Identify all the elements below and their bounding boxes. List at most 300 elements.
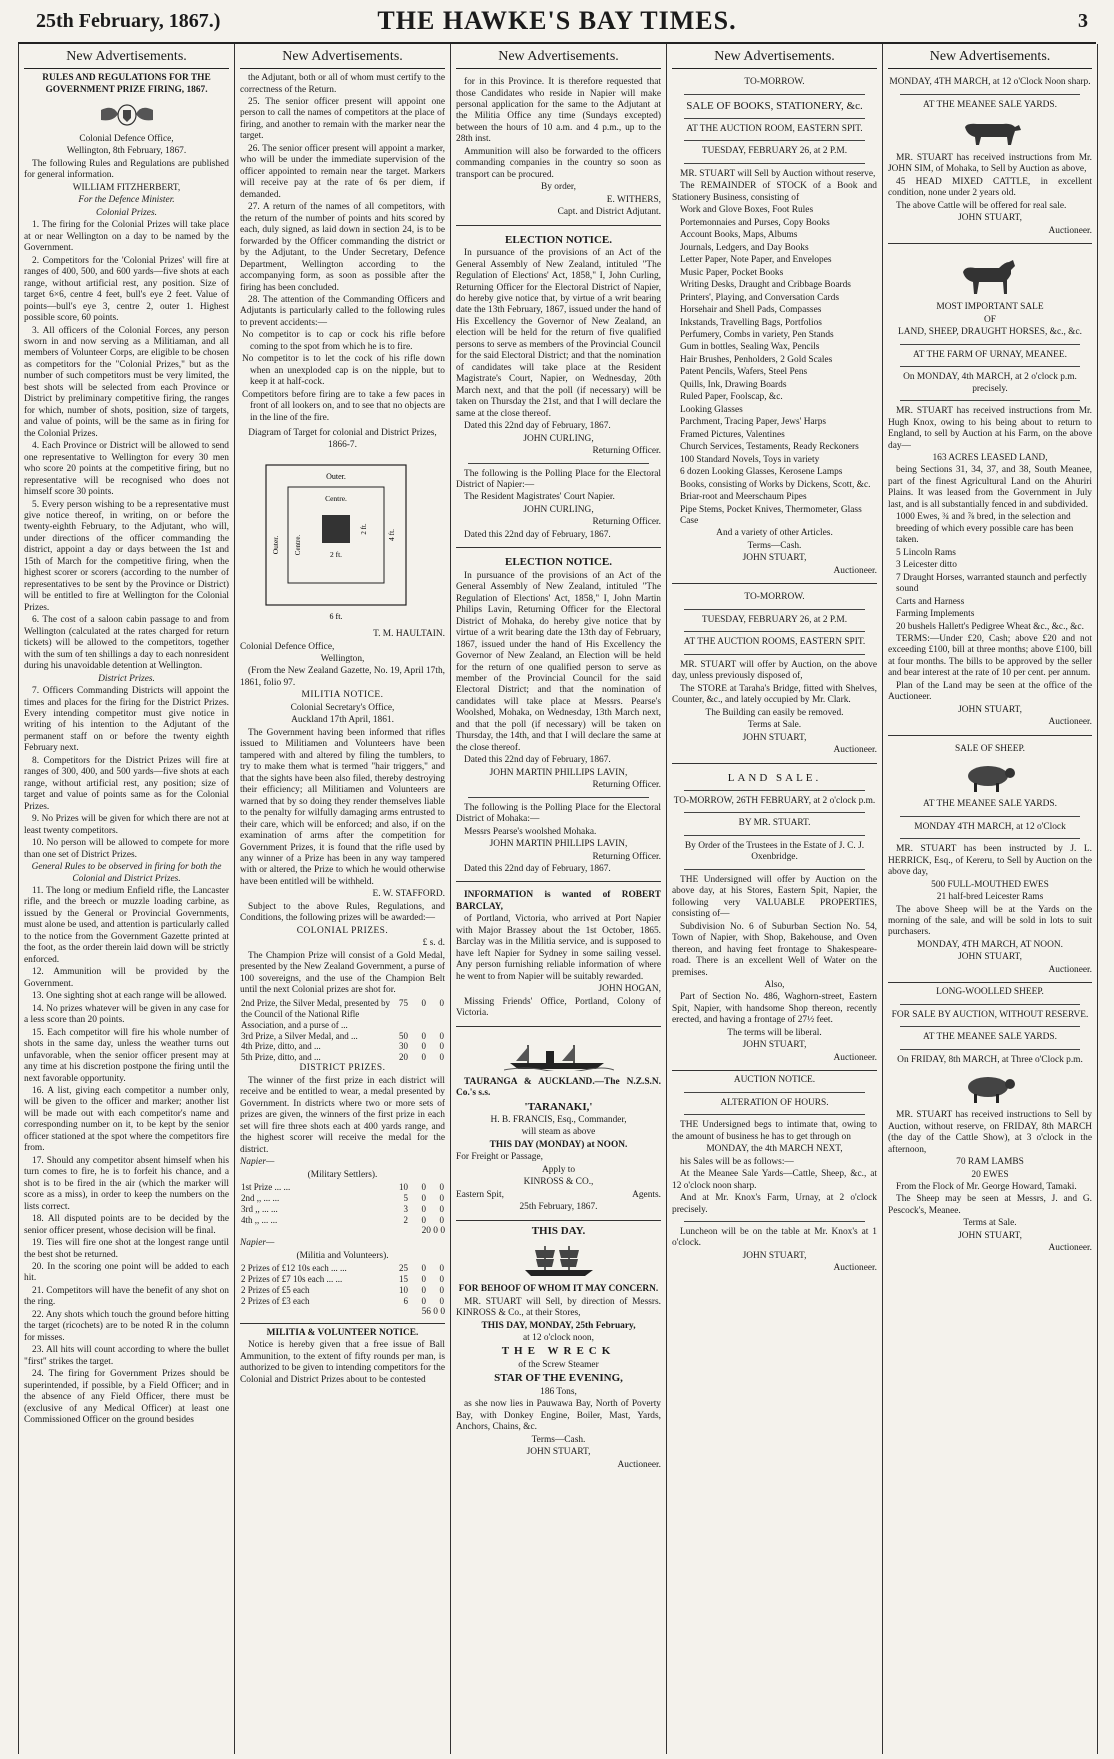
lot-heading: 500 FULL-MOUTHED EWES — [931, 879, 1049, 890]
rule-paragraph: the Adjutant, both or all of whom must certify to the correctness of the Return. — [240, 73, 445, 95]
agent-location — [456, 1190, 661, 1201]
notice-body: Subdivision No. 6 of Suburban Section No. 54, Town of Napier, with Shop, Bakehouse, and Oven thereon, and having feet frontage to Shakespeare-road. There is an excellent Well of Water on the premises. — [672, 921, 877, 978]
divider — [684, 1114, 865, 1115]
militia-prize-table — [240, 1263, 445, 1307]
prize-pence: 0 — [439, 1215, 444, 1226]
notice-body: The above Cattle will be offered for real sale. — [896, 200, 1067, 211]
auction-notice — [672, 1075, 877, 1275]
intro-text: The following Rules and Regulations are published for general information. — [24, 158, 229, 181]
prize-shillings: 0 — [421, 1285, 426, 1296]
divider — [684, 163, 865, 164]
district-group: (Militia and Volunteers). — [296, 1250, 389, 1261]
rule-paragraph: 16. A list, giving each competitor a number only, will be given to the officer and marker; another list will be made out with each competitor's name and corresponding number on it, to be kept by the senior officer stationed at the spot where the competitors fire from. — [24, 1085, 229, 1154]
section-heading: General Rules to be observed in firing for both the Colonial and District Prizes. — [31, 862, 222, 884]
notice-date: Dated this 22nd day of February, 1867. — [464, 529, 611, 540]
divider — [900, 816, 1080, 817]
signer-name: E. WITHERS, — [606, 194, 661, 205]
militia-volunteer-notice — [240, 1323, 445, 1392]
ammunition-notice — [456, 73, 661, 226]
list-item: Books, consisting of Works by Dickens, Scott, &c. — [680, 479, 871, 490]
rule-paragraph: 6. The cost of a saloon cabin passage to and from Wellington (calculated at the rates charged for return tickets) will be allowed to the competitors, together with the sum of ten shillings a day to each nonresident during his unavoidable detention at Wellington. — [24, 615, 229, 672]
notice-body: Luncheon will be on the table at Mr. Knox's at 1 o'clock. — [672, 1226, 877, 1249]
list-item: Printers', Playing, and Conversation Cards — [680, 292, 839, 303]
notice-body: The Resident Magistrates' Court Napier. — [464, 492, 615, 503]
label-4ft: 4 ft. — [386, 529, 396, 542]
auctioneer-title: Auctioneer. — [617, 1459, 661, 1470]
sale-date: TO-MORROW, 26TH FEBRUARY, at 2 o'clock p.m. — [673, 795, 876, 806]
prize-shillings: 0 — [421, 1263, 426, 1274]
section-heading: District Prizes. — [98, 673, 155, 684]
prize-shillings: 0 — [421, 1193, 426, 1204]
notice-body: MR. STUART has received instructions from Mr. JOHN SIM, of Mohaka, to Sell by Auction as above, — [888, 153, 1092, 175]
office-place: Wellington, — [320, 654, 365, 665]
prize-pence: 0 — [439, 1041, 444, 1052]
steamship-icon — [504, 1041, 614, 1071]
signer-title: For the Defence Minister. — [78, 195, 175, 206]
signer-title: Returning Officer. — [592, 851, 661, 862]
notice-body: TERMS:—Under £20, Cash; above £20 and not exceeding £100, bill at three months; above £100, bill at four months. The bills to be approved by the seller and bear interest at the rate of 10 per cent. per annum. — [888, 634, 1092, 679]
divider — [468, 463, 649, 464]
notice-body: MR. STUART has received instructions from Mr. Hugh Knox, owing to his being about to return to England, to sell by Auction at his Farm, on the above day— — [888, 406, 1092, 451]
auctioneer-name: JOHN STUART, — [742, 553, 807, 564]
notice-date: Dated this 22nd day of February, 1867. — [464, 755, 611, 766]
rule-paragraph: 15. Each competitor will fire his whole number of shots in the same day, unless the weather turns out unfavorable, when the senior officer present may at any time at his discretion postpone the firing until the next favorable opportunity. — [24, 1027, 229, 1084]
table-row — [240, 1052, 445, 1063]
list-item: 20 bushels Hallett's Pedigree Wheat &c., &c., &c. — [896, 621, 1084, 632]
rule-paragraph: 25. The senior officer present will appoint one person to call the names of competitors at the place of firing, and another to remain with the marker near the target. — [240, 97, 445, 142]
office-date: Wellington, 8th February, 1867. — [66, 146, 187, 157]
table-row — [240, 1274, 445, 1285]
signer-name: JOHN MARTIN PHILLIPS LAVIN, — [489, 767, 628, 778]
divider — [900, 366, 1080, 367]
notice-body: The following is the Polling Place for the Electoral District of Napier:— — [456, 468, 661, 491]
rule-paragraph: 8. Competitors for the District Prizes will fire at ranges of 300, 400, and 500 yards—five shots at each range, without artificial rest, any position; size of target and value of points same as for the Colonial Prizes. — [24, 755, 229, 812]
divider — [684, 812, 865, 813]
rule-paragraph: 9. No Prizes will be given for which there are not at least twenty competitors. — [24, 814, 229, 836]
sale-title: FOR SALE BY AUCTION, WITHOUT RESERVE. — [891, 1009, 1089, 1020]
notice-body: Part of Section No. 486, Waghorn-street, Eastern Spit, Napier, with handsome Shop thereon, recently erected, and having a frontage of 27½ feet. — [672, 992, 877, 1026]
auctioneer-title: Auctioneer. — [1048, 1243, 1092, 1254]
notice-body: will steam as above — [521, 1127, 596, 1138]
notice-date: Dated this 22nd day of February, 1867. — [464, 421, 611, 432]
notice-body: as she now lies in Pauwawa Bay, North of Poverty Bay, with Donkey Engine, Boiler, Mast, Yards, Anchors, Chains, &c. — [456, 1399, 661, 1433]
rule-paragraph: 4. Each Province or District will be allowed to send one representative to Wellington for every 30 men who score 20 points at the competitive firing, but no representative will be recognised who does not himself score 30 points. — [24, 441, 229, 498]
notice-title: TAURANGA & AUCKLAND.—The N.Z.S.N. Co.'s s.s. — [456, 1076, 661, 1099]
prize-label: 2nd ,, ... ... — [241, 1193, 280, 1204]
table-row — [240, 1031, 445, 1042]
sheep-icon — [960, 761, 1020, 793]
sale-heading: TO-MORROW. — [744, 592, 805, 603]
sale-date: On FRIDAY, 8th MARCH, at Three o'Clock p.m. — [897, 1054, 1083, 1065]
prize-pounds: 15 — [399, 1274, 408, 1285]
signer-title: Returning Officer. — [592, 446, 661, 457]
notice-body: From the Flock of Mr. George Howard, Tamaki. — [896, 1182, 1077, 1193]
signer-name: JOHN CURLING, — [523, 504, 594, 515]
sale-heading: LAND SALE. — [727, 771, 822, 784]
sale-date: On MONDAY, 4th MARCH, at 2 o'clock p.m. precisely. — [903, 372, 1077, 394]
notice-body: In pursuance of the provisions of an Act of the General Assembly of New Zealand, intituled "The Regulation of Elections' Act, 1858," I, John Martin Philips Lavin, Returning Officer for the Electoral District of Mohaka, do hereby give notice that by virtue of a writ bearing date the 13th day of February, 1867, issued under the hand of His Excellency the Governor of New Zealand, an Election will be held for the return of one qualified person to serve as member of the Provincial Council for the said Electoral District; and that the nomination of candidates will take place at Messrs. Pearse's Woolshed, Mohaka, on Wednesday, 13th March next, and that the poll (if necessary) will be taken on Thursday, the 14th, and that I will declare the same at the close thereof. — [456, 570, 661, 753]
list-item: 3 Leicester ditto — [896, 560, 957, 571]
divider — [684, 790, 865, 791]
notice-body: MR. STUART will Sell, by direction of Messrs. KINROSS & Co., at their Stores, — [456, 1296, 661, 1319]
column-heading: New Advertisements. — [672, 44, 877, 69]
lot-heading: 21 half-bred Leicester Rams — [936, 892, 1044, 903]
prize-label: 2 Prizes of £3 each — [241, 1296, 310, 1307]
divider — [684, 1221, 865, 1222]
sale-date: TUESDAY, FEBRUARY 26, at 2 P.M. — [701, 614, 848, 625]
divider — [900, 1026, 1080, 1027]
long-woolled-sale — [888, 987, 1092, 1255]
signer-name: T. M. HAULTAIN. — [373, 629, 445, 640]
prize-pence: 0 — [439, 1285, 444, 1296]
rule-paragraph: 2. Competitors for the 'Colonial Prizes' will fire at ranges of 400, 500, and 600 yards—five shots at each range, without artificial rest, any position. Size of target 6×6, centre 4 feet, bull's eye 2 feet. Value of points—bull's eye 3, centre 2, outer 1. Highest possible score, 60 points. — [24, 255, 229, 324]
rule-paragraph: 5. Every person wishing to be a representative must give notice thereof, in writing, on or before the twenty-eighth February, to the Adjutant, who will, under directions of the officer commanding the district, appoint a day or days between the 1st and 15th of March for the competitive firing, when the highest scorer or scorers (according to the number of representatives to be sent by the Province or District) will be entitled to fire at Wellington for the Colonial Prizes. — [24, 499, 229, 613]
newspaper-title: THE HAWKE'S BAY TIMES. — [377, 6, 737, 35]
table-row — [240, 1182, 445, 1193]
rule-paragraph: 28. The attention of the Commanding Officers and Adjutants is particularly called to the following rules to prevent accidents:— — [240, 294, 445, 328]
auctioneer-name: JOHN STUART, — [958, 704, 1022, 715]
prize-pounds: 10 — [399, 1182, 408, 1193]
list-item: Pipe Stems, Pocket Knives, Thermometer, Glass Case — [680, 504, 862, 527]
notice-body: The STORE at Taraha's Bridge, fitted with Shelves, Counter, &c., and lately occupied by Mr. Clark. — [672, 683, 877, 706]
divider — [684, 869, 865, 870]
label-outer-side: Outer. — [270, 535, 280, 555]
label-outer-top: Outer. — [325, 472, 346, 482]
district-name: Napier— — [240, 1238, 275, 1249]
rule-paragraph: 17. Should any competitor absent himself when his turn comes to fire, he is to forfeit his chance, and a shot is to be fired in the air (which the marker will score as a miss), in order to keep the numbers on the lists correct. — [24, 1155, 229, 1212]
list-item: Perfumery, Combs in variety, Pen Stands — [680, 329, 834, 340]
page-number: 3 — [1078, 10, 1088, 32]
divider — [684, 835, 865, 836]
sheep-sale — [888, 740, 1092, 984]
rule-paragraph: 24. The firing for Government Prizes should be superintended, if possible, by a Field Officer; and in the absence of any Field Officer, there must be (exclusive of any Medical Officer) at least one Commissioned Officer on the ground besides — [24, 1369, 229, 1426]
sailing-ship-icon — [519, 1244, 599, 1278]
signer-name: JOHN CURLING, — [523, 433, 594, 444]
notice-title: ELECTION NOTICE. — [505, 233, 612, 246]
prize-pence: 0 — [439, 1274, 444, 1285]
prize-shillings: 0 — [421, 1204, 426, 1215]
list-item: Framed Pictures, Valentines — [680, 429, 785, 440]
prize-pence: 0 — [439, 1296, 444, 1307]
election-notice-napier — [456, 230, 661, 549]
lot-heading: 70 RAM LAMBS — [956, 1157, 1024, 1168]
sale-date: MONDAY, the 4th MARCH NEXT, — [706, 1144, 843, 1155]
divider — [900, 838, 1080, 839]
auctioneer-title: Auctioneer. — [1048, 225, 1092, 236]
prize-pence: 0 — [439, 1030, 444, 1041]
wreck-title: THE WRECK — [501, 1345, 616, 1358]
label-6ft: 6 ft. — [329, 612, 342, 622]
divider — [900, 400, 1080, 401]
prize-label: 5th Prize, ditto, and ... — [241, 1052, 321, 1063]
election-notice-mohaka — [456, 552, 661, 882]
prize-pounds: 50 — [399, 1030, 408, 1041]
list-item: Church Services, Testaments, Ready Reckoners — [680, 442, 859, 453]
list-item: Work and Glove Boxes, Foot Rules — [680, 205, 814, 216]
auctioneer-title: Auctioneer. — [833, 745, 877, 756]
notice-body: Also, — [764, 980, 785, 991]
prize-pounds: 6 — [403, 1296, 408, 1307]
list-item: 5 Lincoln Rams — [896, 547, 956, 558]
prize-pounds: 5 — [403, 1193, 408, 1204]
list-item: Journals, Ledgers, and Day Books — [680, 242, 809, 253]
sheep-icon — [960, 1072, 1020, 1104]
label-centre-side: Centre. — [293, 534, 302, 556]
sale-location: AT THE MEANEE SALE YARDS. — [923, 1032, 1057, 1043]
divider — [900, 94, 1080, 95]
signer-name: JOHN MARTIN PHILLIPS LAVIN, — [489, 839, 628, 850]
prize-pounds: 25 — [399, 1263, 408, 1274]
issue-date: 25th February, 1867.) — [36, 10, 221, 32]
divider — [684, 609, 865, 610]
freight: For Freight or Passage, — [456, 1152, 543, 1163]
list-item: Hair Brushes, Penholders, 2 Gold Scales — [680, 354, 833, 365]
notice-body: The following is the Polling Place for the Electoral District of Mohaka:— — [456, 802, 661, 825]
lot-heading: 20 EWES — [971, 1169, 1009, 1180]
notice-body: for in this Province. It is therefore requested that those Candidates who reside in Napier will make personal application for the same to the Adjutant at the Militia Office any time (Sundays excepted) between the hours of 10 a.m. and 4 p.m., up to the 28th inst. — [456, 77, 661, 145]
agent-name: KINROSS & CO., — [523, 1177, 594, 1188]
notice-body: Messrs Pearse's woolshed Mohaka. — [464, 826, 597, 837]
farm-sale — [888, 248, 1092, 735]
list-item: Horsehair and Shell Pads, Compasses — [680, 305, 822, 316]
notice-body: By Order of the Trustees in the Estate of J. C. J. Oxenbridge. — [684, 840, 865, 863]
prize-pounds: 2 — [403, 1215, 408, 1226]
notice-body: MR. STUART has received instructions to Sell by Auction, without reserve, on FRIDAY, 8th MARCH (the day of the Cattle Show), at 3 o'clock in the afternoon, — [888, 1110, 1092, 1155]
sale-date: MONDAY 4TH MARCH, at 12 o'Clock — [914, 821, 1066, 832]
notice-body: Plan of the Land may be seen at the office of the Auctioneer. — [888, 680, 1092, 703]
prize-pence: 0 — [439, 1204, 444, 1215]
ship-name: 'TARANAKI,' — [524, 1100, 593, 1113]
prize-pounds: 30 — [399, 1041, 408, 1052]
target-diagram — [258, 457, 428, 627]
list-item: Patent Pencils, Wafers, Steel Pens — [680, 367, 808, 378]
notice-body: MR. STUART will offer by Auction, on the above day, unless previously disposed of, — [672, 659, 877, 682]
sale-location: AT THE AUCTION ROOM, EASTERN SPIT. — [686, 123, 863, 134]
gazette-ref: (From the New Zealand Gazette, No. 19, April 17th, 1861, folio 97. — [240, 666, 445, 688]
horse-icon — [955, 258, 1025, 296]
prize-pence: 0 — [439, 1052, 444, 1063]
auctioneer-title: Auctioneer. — [1048, 717, 1092, 728]
rule-paragraph: 19. Ties will fire one shot at the longest range until the best shot be returned. — [24, 1238, 229, 1260]
notice-body: In pursuance of the provisions of an Act of the General Assembly of New Zealand, intituled "The Regulation of Elections' Act, 1858," I, John Curling, Returning Officer for the Electoral District of Napier, do hereby give notice that, by virtue of a writ bearing date the 13th February, 1867, issued under the hand of His Excellency the Governor of New Zealand, an election will be held for the return of five qualified persons to serve as members of the Provincial Council for the said Electoral District; and that the nomination of candidates will take place at the Resident Magistrate's Court, Napier, on Wednesday, 20th March next, and that the poll (if necessary) will be taken on Thursday the 21st, and that I will declare the same at the close thereof. — [456, 248, 661, 419]
settler-prize-table — [240, 1182, 445, 1226]
crest-icon — [97, 102, 157, 128]
office-line: Colonial Secretary's Office, — [290, 702, 395, 713]
accident-rule: Competitors before firing are to take a few paces in front of all lookers on, and to see that no objects are in the line of the fire. — [242, 389, 445, 423]
cattle-sale — [888, 73, 1092, 244]
apply: Apply to — [541, 1164, 576, 1175]
column-1 — [18, 44, 234, 1754]
divider — [684, 631, 865, 632]
store-sale — [672, 588, 877, 763]
list-item: Carts and Harness — [896, 596, 965, 607]
divider — [684, 140, 865, 141]
subtotal: 56 0 0 — [421, 1307, 445, 1318]
section-heading: DISTRICT PRIZES. — [299, 1063, 386, 1074]
prize-pounds: 20 — [399, 1052, 408, 1063]
notice-title: ELECTION NOTICE. — [505, 556, 612, 569]
notice-body: And at Mr. Knox's Farm, Urnay, at 2 o'clock precisely. — [672, 1193, 877, 1215]
notice-title: MILITIA NOTICE. — [301, 690, 384, 701]
divider — [684, 118, 865, 119]
sale-of: OF — [984, 314, 996, 325]
book-sale — [672, 73, 877, 584]
sale-title: LAND, SHEEP, DRAUGHT HORSES, &c., &c. — [898, 327, 1082, 338]
divider — [900, 344, 1080, 345]
auctioneer-title: Auctioneer. — [833, 1263, 877, 1274]
column-heading: New Advertisements. — [888, 44, 1092, 69]
column-2 — [234, 44, 450, 1754]
list-item: 100 Standard Novels, Toys in variety — [680, 454, 820, 465]
terms: Terms—Cash. — [531, 1434, 586, 1445]
tonnage: 186 Tons, — [540, 1386, 577, 1397]
notice-body: The REMAINDER of STOCK of a Book and Stationery Business, consisting of — [672, 181, 877, 203]
rule-paragraph: 10. No person will be allowed to compete for more than one set of District Prizes. — [24, 838, 229, 860]
notice-body: The Sheep may be seen at Messrs, J. and G. Pescock's, Meanee. — [888, 1194, 1092, 1216]
list-item: 1000 Ewes, ¾ and ⅞ bred, in the selection and breeding of which every possible care has been taken. — [896, 512, 1074, 546]
prize-label: 2 Prizes of £5 each — [241, 1285, 310, 1296]
agent-place: Eastern Spit, — [456, 1189, 504, 1200]
auctioneer-name: JOHN STUART, — [958, 952, 1022, 963]
sale-location: AT THE FARM OF URNAY, MEANEE. — [913, 349, 1067, 360]
auctioneer-title: Auctioneer. — [833, 565, 877, 576]
signer-name: WILLIAM FITZHERBERT, — [72, 182, 181, 193]
prize-label: 2 Prizes of £7 10s each ... ... — [241, 1274, 343, 1285]
departure: THIS DAY (MONDAY) at NOON. — [489, 1139, 628, 1150]
auctioneer-name: JOHN STUART, — [742, 1040, 807, 1051]
auctioneer-name: JOHN STUART, — [958, 213, 1022, 224]
land-sale — [672, 768, 877, 1072]
auctioneer-title: Auctioneer. — [833, 1052, 877, 1063]
notice-body: Subject to the above Rules, Regulations, and Conditions, the following prizes will be awarded:— — [240, 901, 445, 924]
notice-body: THE Undersigned begs to intimate that, owing to the amount of business he has to get through on — [672, 1120, 877, 1142]
section-heading: Colonial Prizes. — [96, 207, 157, 218]
auctioneer-title: Auctioneer. — [1048, 964, 1092, 975]
prize-pence: 0 — [439, 1182, 444, 1193]
auctioneer-name: JOHN STUART, — [958, 1230, 1022, 1241]
prize-shillings: 0 — [421, 1030, 426, 1041]
notice-date: Dated this 22nd day of February, 1867. — [464, 864, 611, 875]
list-item: 7 Draught Horses, warranted staunch and perfectly sound — [896, 572, 1087, 595]
colonial-prize-table — [240, 998, 445, 1064]
list-item: Looking Glasses — [680, 404, 743, 415]
lot-heading: 163 ACRES LEASED LAND, — [932, 452, 1048, 463]
notice-body: THE Undersigned will offer by Auction on the above day, at his Stores, Eastern Spit, Napier, the following very VALUABLE PROPERTIES, consisting of— — [672, 874, 877, 920]
prize-label: 4th ,, ... ... — [241, 1215, 278, 1226]
list-item: 6 dozen Looking Glasses, Kerosene Lamps — [680, 467, 843, 478]
prize-shillings: 0 — [421, 997, 426, 1008]
sale-heading: LONG-WOOLLED SHEEP. — [936, 987, 1044, 998]
sale-location: AT THE MEANEE SALE YARDS. — [923, 99, 1057, 110]
column-3 — [450, 44, 666, 1754]
prize-shillings: 0 — [421, 1182, 426, 1193]
sale-date: MONDAY, 4TH MARCH, at 12 o'Clock Noon sharp. — [889, 77, 1091, 88]
office-line: Colonial Defence Office, — [240, 641, 335, 652]
diagram-title: Diagram of Target for colonial and District Prizes, 1866-7. — [248, 428, 437, 450]
sale-date: TUESDAY, FEBRUARY 26, at 2 P.M. — [701, 146, 848, 157]
rule-paragraph: 23. All hits will count according to where the bullet "first" strikes the target. — [24, 1345, 229, 1367]
prize-pence: 0 — [439, 1193, 444, 1204]
prize-shillings: 0 — [421, 1274, 426, 1285]
accident-rule: No competitor is to let the cock of his rifle down when an unexploded cap is on the nipple, but to keep it at half-cock. — [242, 354, 445, 388]
divider — [684, 1092, 865, 1093]
sale-title: ALTERATION OF HOURS. — [720, 1097, 829, 1108]
notice-body: Ammunition will also be forwarded to the officers commanding companies in the country so soon as transport can be procured. — [456, 146, 661, 180]
rule-paragraph: 13. One sighting shot at each range will be allowed. — [32, 991, 227, 1002]
notice-body: of the Screw Steamer — [518, 1359, 599, 1370]
notice-title: MILITIA & VOLUNTEER NOTICE. — [266, 1327, 419, 1338]
notice-body: MR. STUART has been instructed by J. L. HERRICK, Esq., of Kereru, to Sell by Auction on the above day, — [888, 844, 1092, 878]
sale-heading: SALE OF SHEEP. — [954, 743, 1026, 754]
rule-paragraph: 18. All disputed points are to be decided by the senior officer present, whose decision will be final. — [24, 1214, 229, 1236]
table-row — [240, 1263, 445, 1274]
notice-body: The Government having been informed that rifles issued to Militiamen and Volunteers have been tampered with and altered by filing the tumblers, to try to make them what is termed "hair triggers," and that the sights have been also filed, thereby destroying their efficiency; all Militiamen and Volunteers are warned that by so doing they render themselves liable to the penalty for wilfully damaging arms entrusted to their care, which will be enforced; and also, if on the examination of arms after the competition for Government Prizes, it is found that the rifle used by any winner of a Prize has been in any way tampered with or altered, the Prize to which he would otherwise have been entitled will be withheld. — [240, 727, 445, 887]
table-row — [240, 1215, 445, 1226]
columns — [18, 44, 1098, 1754]
list-item: Inkstands, Travelling Bags, Portfolios — [680, 317, 822, 328]
rule-paragraph: 22. Any shots which touch the ground before hitting the target (ricochets) are to be noted R in the column for misses. — [24, 1309, 229, 1343]
list-item: Parchment, Tracing Paper, Jews' Harps — [680, 417, 827, 428]
column-heading: New Advertisements. — [456, 44, 661, 69]
prize-shillings: 0 — [421, 1052, 426, 1063]
auctioneer-name: JOHN STUART, — [742, 732, 807, 743]
steamer-notice — [456, 1031, 661, 1221]
sale-title: SALE OF BOOKS, STATIONERY, &c. — [686, 99, 863, 112]
notice-body: MR. STUART will Sell by Auction without reserve, — [680, 168, 876, 179]
signer-title: Capt. and District Adjutant. — [557, 207, 661, 218]
sale-location: AT THE MEANEE SALE YARDS. — [923, 799, 1057, 810]
sale-time: at 12 o'clock noon, — [523, 1333, 594, 1344]
divider — [900, 1049, 1080, 1050]
notice-body: And a variety of other Articles. — [716, 528, 833, 539]
rule-paragraph: 26. The senior officer present will appoint a marker, who will be under the immediate supervision of the officer appointed to remain near the target. Markers will receive pay at the rate of 6s per diem, if demanded. — [240, 143, 445, 200]
notice-date: 25th February, 1867. — [519, 1202, 598, 1213]
signer-title: Returning Officer. — [592, 780, 661, 791]
divider — [468, 797, 649, 798]
signer-office: Missing Friends' Office, Portland, Colony of Victoria. — [456, 996, 661, 1019]
terms: Terms—Cash. — [747, 540, 802, 551]
auctioneer-name: JOHN STUART, — [742, 1250, 807, 1261]
champion-prize: The Champion Prize will consist of a Gold Medal, presented by the New Zealand Government, a purse of 100 sovereigns, and the use of the Champion Belt until the next Colonial prizes are shot for. — [240, 950, 445, 996]
rule-paragraph: 3. All officers of the Colonial Forces, any person sworn in and now serving as a Militiaman, and all members of Volunteer Corps, are eligible to be chosen as competitors for the "Colonial Prizes," but as the number of such competitors must be very limited, the best shots will be selected from each Province or District by preliminary competitive firing, the ranges for which, number of shots, position, size of targets, and value of points, will be the same as in firing for the Colonial Prizes. — [24, 325, 229, 439]
prize-pounds: 75 — [399, 997, 408, 1008]
office-line: Colonial Defence Office, — [79, 134, 174, 145]
prize-label: 1st Prize ... ... — [241, 1182, 291, 1193]
list-item: Portemonnaies and Purses, Copy Books — [680, 217, 830, 228]
notice-body: his Sales will be as follows:— — [680, 1156, 794, 1167]
list-item: Quills, Ink, Drawing Boards — [680, 379, 787, 390]
signer-title: Returning Officer. — [592, 517, 661, 528]
accident-rule: No competitor is to cap or cock his rifle before coming to the spot from which he is to fire. — [242, 330, 445, 352]
sale-location: AT THE AUCTION ROOMS, EASTERN SPIT. — [683, 637, 866, 648]
commander: H. B. FRANCIS, Esq., Commander, — [490, 1114, 627, 1125]
sale-heading: AUCTION NOTICE. — [733, 1075, 816, 1086]
stock-list — [672, 205, 877, 527]
sale-heading: TO-MORROW. — [744, 77, 805, 88]
sale-date: MONDAY, 4TH MARCH, AT NOON. — [917, 939, 1063, 950]
terms: The terms will be liberal. — [727, 1027, 822, 1038]
signer-name: JOHN HOGAN, — [598, 984, 661, 995]
by-order: By order, — [540, 182, 577, 193]
list-item: Ruled Paper, Foolscap, &c. — [680, 392, 783, 403]
notice-body: The Building can easily be removed. — [705, 707, 844, 718]
notice-body: At the Meanee Sale Yards—Cattle, Sheep, &c., at 12 o'clock noon sharp. — [672, 1169, 877, 1191]
prize-pence: 0 — [439, 997, 444, 1008]
rule-paragraph: 11. The long or medium Enfield rifle, the Lancaster rifle, and the breech or muzzle loading carbine, as issued by the General or Provincial Governments, must alone be used, and attention is particularly called to the notice from the Government Gazette printed at the foot, as the order therein laid down will be strictly enforced. — [24, 886, 229, 965]
terms: Terms at Sale. — [963, 1218, 1017, 1229]
prize-label: 2nd Prize, the Silver Medal, presented by the Council of the National Rifle Association, and a purse of ... — [241, 997, 390, 1030]
agents-label: Agents. — [632, 1189, 661, 1200]
